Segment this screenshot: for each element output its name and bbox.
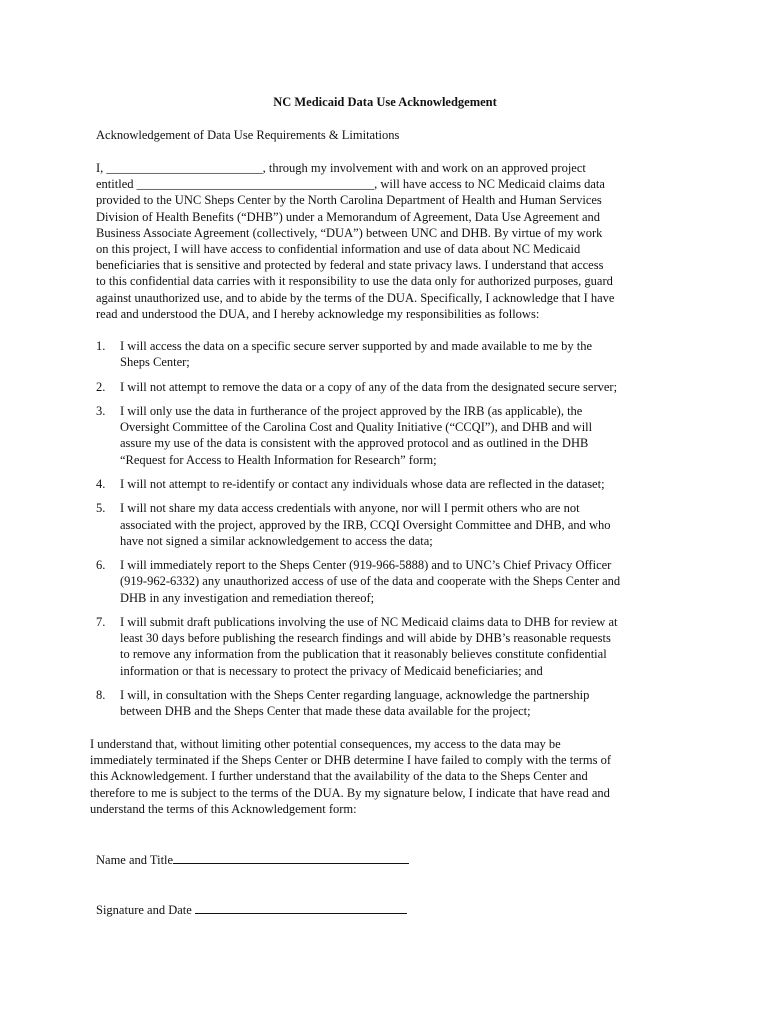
intro-line: Division of Health Benefits (“DHB”) under a Memorandum of Agreement, Data Use Agreement and [96,209,601,224]
list-item-number: 2. [96,379,106,394]
list-item-line: I will, in consultation with the Sheps Center regarding language, acknowledge the partnership [120,687,590,702]
list-item-line: to remove any information from the publication that it reasonably believes constitute confidential [120,647,607,662]
list-item-line: assure my use of the data is consistent with the approved protocol and as outlined in the DHB [120,436,589,451]
intro-line: on this project, I will have access to confidential information and use of data about NC Medicaid [96,242,581,257]
intro-line: Business Associate Agreement (collectively, “DUA”) between UNC and DHB. By virtue of my work [96,225,603,240]
list-item-line: between DHB and the Sheps Center that made these data available for the project; [120,704,531,719]
list-item-line: (919-962-6332) any unauthorized access of use of the data and cooperate with the Sheps Center and [120,574,621,589]
list-item-line: “Request for Access to Health Information for Research” form; [120,452,437,467]
list-item-line: have not signed a similar acknowledgement to access the data; [120,533,433,548]
closing-line: understand the terms of this Acknowledgement form: [90,801,357,816]
list-item-line: I will not attempt to remove the data or a copy of any of the data from the designated secure server; [120,379,618,394]
list-item-number: 6. [96,558,106,573]
list-item-line: I will only use the data in furtherance of the project approved by the IRB (as applicable), the [120,403,583,418]
name-title-line[interactable] [173,850,409,864]
signature-date-label: Signature and Date [96,903,195,917]
list-item-line: information or that is necessary to protect the privacy of Medicaid beneficiaries; and [120,663,543,678]
list-item-line: Oversight Committee of the Carolina Cost and Quality Initiative (“CCQI”), and DHB and will [120,420,593,435]
list-item-number: 5. [96,501,106,516]
list-item-number: 7. [96,614,106,629]
list-item [96,403,686,468]
list-item-number: 8. [96,687,106,702]
closing-line: immediately terminated if the Sheps Center or DHB determine I have failed to comply with the terms of [90,753,612,768]
list-item-line: I will not share my data access credentials with anyone, nor will I permit others who are not [120,501,580,516]
responsibilities-list [96,338,686,728]
signature-date-field [96,900,407,918]
list-item-line: associated with the project, approved by the IRB, CCQI Oversight Committee and DHB, and who [120,517,611,532]
list-item [96,557,686,606]
intro-line: entitled ______________________________________, will have access to NC Medicaid claims data [96,177,605,192]
name-title-label: Name and Title [96,853,174,867]
name-title-field [96,850,409,868]
intro-line: read and understood the DUA, and I hereby acknowledge my responsibilities as follows: [96,306,540,321]
intro-line: provided to the UNC Sheps Center by the North Carolina Department of Health and Human Services [96,193,602,208]
closing-line: this Acknowledgement. I further understand that the availability of the data to the Sheps Center and [90,769,588,784]
list-item-number: 3. [96,403,106,418]
list-item-line: Sheps Center; [120,355,190,370]
intro-paragraph [96,160,682,322]
document-subtitle: Acknowledgement of Data Use Requirements & Limitations [96,128,400,142]
list-item [96,379,686,395]
intro-line: I, _________________________, through my involvement with and work on an approved project [96,161,586,175]
list-item-number: 4. [96,476,106,491]
list-item [96,687,686,719]
closing-paragraph [90,736,690,817]
list-item-line: I will immediately report to the Sheps Center (919-966-5888) and to UNC’s Chief Privacy Officer [120,558,612,573]
list-item-line: I will access the data on a specific secure server supported by and made available to me by the [120,339,593,353]
list-item-line: I will not attempt to re-identify or contact any individuals whose data are reflected in the dataset; [120,476,605,491]
intro-line: beneficiaries that is sensitive and protected by federal and state privacy laws. I understand that access [96,258,604,273]
list-item [96,476,686,492]
list-item-line: least 30 days before publishing the research findings and will abide by DHB’s reasonable requests [120,631,611,646]
signature-date-line[interactable] [195,900,407,914]
intro-line: to this confidential data carries with it responsibility to use the data only for authorized purposes, guard [96,274,613,289]
intro-line: against unauthorized use, and to abide by the terms of the DUA. Specifically, I acknowledge that I have [96,290,615,305]
list-item [96,338,686,370]
closing-line: therefore to me is subject to the terms of the DUA. By my signature below, I indicate that have read and [90,785,610,800]
list-item [96,500,686,549]
closing-line: I understand that, without limiting other potential consequences, my access to the data may be [90,737,561,751]
list-item [96,614,686,679]
list-item-line: DHB in any investigation and remediation thereof; [120,590,375,605]
list-item-line: I will submit draft publications involving the use of NC Medicaid claims data to DHB for review at [120,614,618,629]
list-item-number: 1. [96,339,106,353]
document-title: NC Medicaid Data Use Acknowledgement [273,95,497,109]
